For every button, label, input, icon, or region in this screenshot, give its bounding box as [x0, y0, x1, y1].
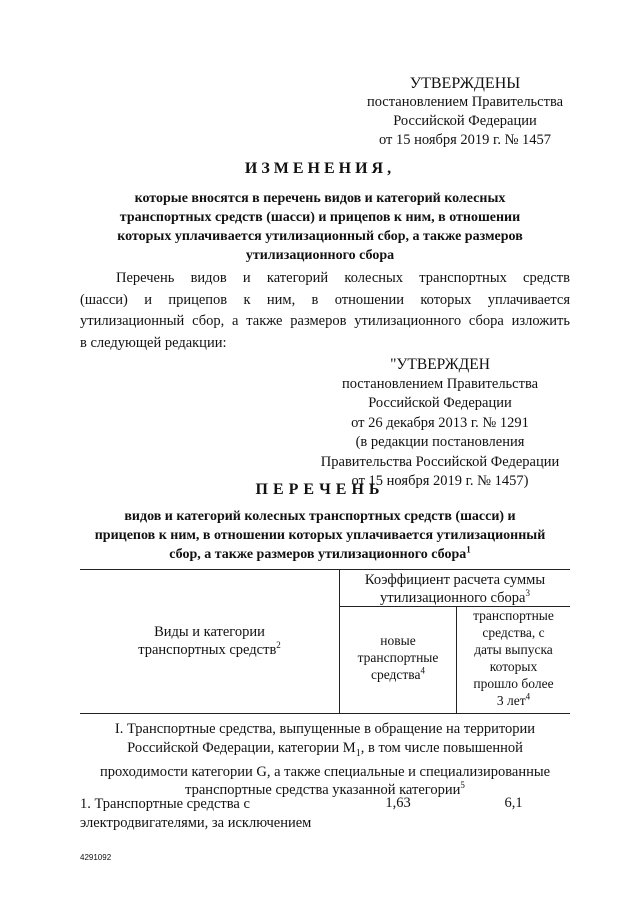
- intro-line: утилизационный сбор, а также размеров утилизационного сбора изложить: [80, 313, 570, 329]
- intro-paragraph: [80, 268, 570, 354]
- header-line: [80, 641, 339, 659]
- table-header-old: [457, 607, 570, 709]
- changes-subtitle-line: которые вносятся в перечень видов и категорий колесных: [134, 191, 506, 206]
- header-text: 3 лет: [496, 693, 526, 708]
- header-line: [457, 692, 570, 709]
- approved-line: от 26 декабря 2013 г. № 1291: [351, 414, 529, 431]
- table-row: [80, 795, 340, 833]
- header-text: утилизационного сбора: [380, 590, 526, 606]
- row-label-line: 1. Транспортные средства с: [80, 796, 250, 812]
- row-old-value: 6,1: [504, 795, 523, 811]
- table-header-new: [340, 632, 456, 683]
- row-label-line: электродвигателями, за исключением: [80, 815, 312, 831]
- header-line: даты выпуска: [474, 642, 553, 657]
- changes-subtitle-line: транспортных средств (шасси) и прицепов к ним, в отношении: [119, 210, 521, 225]
- table-top-border: [80, 569, 570, 570]
- approval-header: [340, 74, 590, 150]
- section-1-heading: [70, 720, 580, 800]
- approved-line: (в редакции постановления: [355, 434, 525, 450]
- section-line: проходимости категории G, а также специальные и специализированные: [99, 763, 551, 780]
- header-line: новые: [380, 633, 416, 648]
- table-header-kinds: [80, 623, 339, 659]
- approval-line-1: постановлением Правительства: [366, 94, 564, 110]
- header-line: транспортные: [357, 650, 439, 665]
- perechen-subtitle-line: видов и категорий колесных транспортных средств (шасси) и: [124, 509, 516, 524]
- approval-line-3: от 15 ноября 2019 г. № 1457: [378, 132, 552, 148]
- header-line: средства, с: [482, 625, 545, 640]
- intro-line: Перечень видов и категорий колесных транспортных средств: [116, 270, 570, 286]
- approved-line: Правительства Российской Федерации: [320, 453, 560, 470]
- perechen-subtitle-text: сбор, а также размеров утилизационного сбора: [169, 547, 467, 562]
- header-text: средства: [370, 667, 421, 682]
- footnote-mark: 5: [460, 780, 465, 791]
- section-text: Российской Федерации, категории M: [127, 739, 356, 756]
- approval-line-2: Российской Федерации: [393, 113, 537, 129]
- section-line: I. Транспортные средства, выпущенные в обращение на территории: [114, 721, 536, 737]
- subscript: 1: [355, 747, 361, 759]
- header-line: которых: [489, 659, 538, 674]
- section-text: , в том числе повышенной: [360, 739, 523, 756]
- header-line: прошло более: [473, 676, 554, 691]
- approved-line: "УТВЕРЖДЕН: [390, 356, 490, 373]
- changes-subtitle: [60, 189, 580, 265]
- approved-line: от 15 ноября 2019 г. № 1457): [351, 473, 529, 489]
- approved-line: постановлением Правительства: [341, 375, 539, 392]
- perechen-subtitle-line: прицепов к ним, в отношении которых уплачивается утилизационный: [94, 528, 546, 543]
- footnote-mark: 4: [420, 665, 425, 676]
- changes-title: ИЗМЕНЕНИЯ,: [244, 160, 396, 177]
- header-text: транспортных средств: [138, 642, 277, 658]
- changes-subtitle-line: которых уплачивается утилизационный сбор, а также размеров: [117, 229, 523, 244]
- approved-line: Российской Федерации: [368, 395, 512, 411]
- row-new-value: 1,63: [385, 795, 411, 811]
- perechen-subtitle: [50, 507, 590, 564]
- header-line: [340, 589, 570, 607]
- header-line: транспортные: [473, 608, 554, 623]
- section-line: [70, 739, 580, 763]
- footnote-mark: 3: [525, 588, 530, 599]
- header-line: [340, 666, 456, 683]
- approved-block: [310, 355, 570, 492]
- intro-line: в следующей редакции:: [80, 334, 227, 351]
- intro-line: (шасси) и прицепов к ним, в отношении которых уплачивается: [80, 291, 570, 308]
- footnote-mark: 4: [525, 691, 531, 702]
- document-code: 4291092: [80, 853, 112, 862]
- perechen-subtitle-line: [50, 545, 590, 564]
- footnote-mark: 1: [466, 544, 471, 555]
- footnote-mark: 2: [276, 640, 281, 651]
- header-line: Коэффициент расчета суммы: [364, 572, 546, 588]
- changes-subtitle-line: утилизационного сбора: [245, 248, 395, 263]
- section-text: транспортные средства указанной категории: [185, 782, 461, 799]
- table-header-coef: [340, 571, 570, 607]
- approval-title: УТВЕРЖДЕНЫ: [409, 75, 521, 92]
- header-line: Виды и категории: [154, 624, 265, 640]
- table-bottom-border: [80, 713, 570, 714]
- perechen-title: ПЕРЕЧЕНЬ: [255, 481, 385, 498]
